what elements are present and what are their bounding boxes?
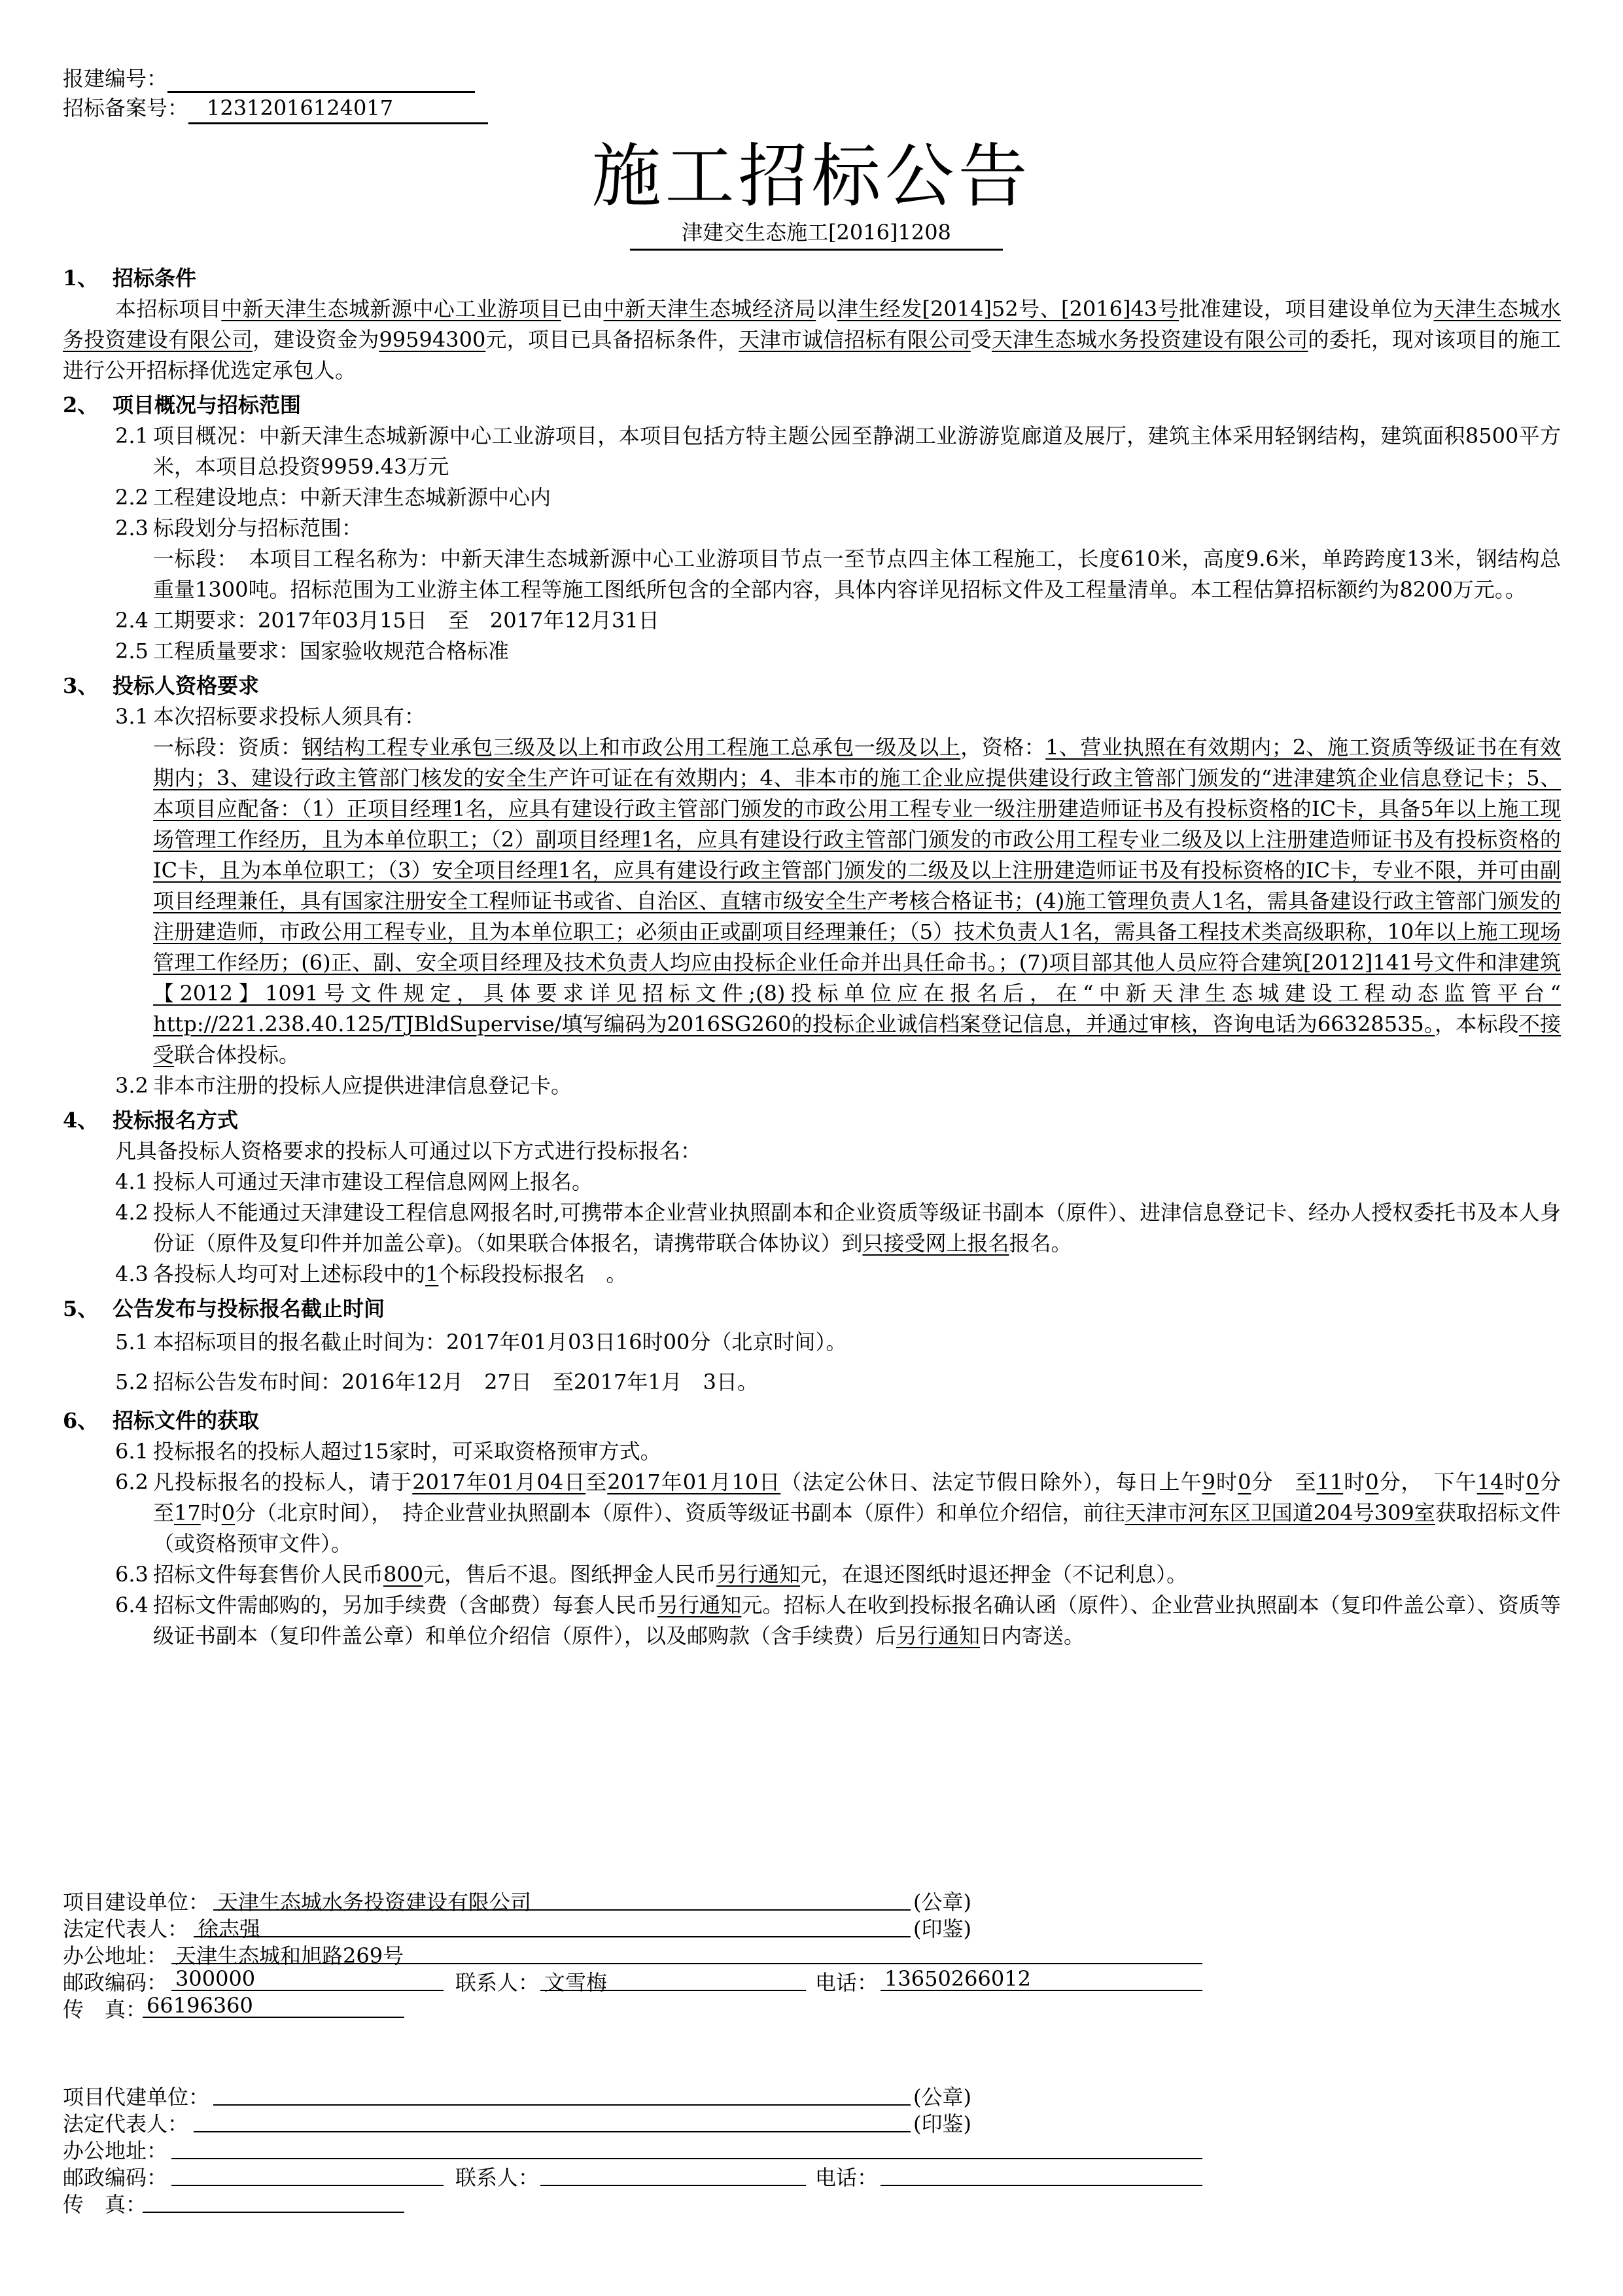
text: ，资格：: [960, 735, 1046, 760]
owner-rep-row: [63, 1913, 1201, 1939]
agent-address-value: [171, 2134, 1202, 2159]
item-number: 4.1: [115, 1169, 148, 1194]
item-number: 3.1: [115, 704, 148, 729]
item-6-2: [115, 1467, 1582, 1559]
minute: 0: [221, 1500, 236, 1525]
lot-description: 一标段： 本项目工程名称为：中新天津生态城新源中心工业游项目节点一至节点四主体工程施工，长度610米，高度9.6米，单跨跨度13米，钢结构总重量1300吨。招标范围为工业游主体工程等施工图纸所包含的全部内容，具体内容详见招标文件及工程量清单。本工程估算招标额约为8200万元。。: [153, 546, 1561, 602]
item-text: 工程质量要求：国家验收规范合格标准: [153, 639, 510, 663]
tender-record-row: [63, 94, 488, 124]
item-text: [153, 701, 1561, 1070]
owner-zip-value: 300000: [171, 1966, 444, 1991]
text: 的委托，现对该项目的施工进行公开招标择优选定承包人。: [63, 327, 1561, 383]
report-no-label: 报建编号：: [63, 66, 168, 91]
label: 联系人：: [455, 2165, 540, 2190]
item-5-1: [115, 1327, 1561, 1358]
text: 本次招标要求投标人须具有：: [153, 704, 426, 729]
tender-agent: 天津市诚信招标有限公司: [739, 327, 971, 352]
label: 法定代表人：: [63, 2111, 189, 2136]
item-number: 2.1: [115, 423, 148, 448]
hour: 14: [1476, 1470, 1504, 1494]
joint-bid-status: 不接受: [153, 1012, 1561, 1067]
owner-contact-block: [63, 1886, 1201, 2020]
label: 联系人：: [455, 1970, 540, 1995]
text: 一标段：资质：: [153, 735, 302, 760]
item-text: 项目概况：中新天津生态城新源中心工业游项目，本项目包括方特主题公园至静湖工业游游览廊道及展厅，建筑主体采用轻钢结构，建筑面积8500平方米，本项目总投资9959.43万元: [153, 423, 1561, 479]
text: 分， 下午: [1378, 1470, 1477, 1494]
text: 元，在退还图纸时退还押金（不记利息）。: [800, 1562, 1188, 1587]
approval-doc: 津生经发[2014]52号、[2016]43号: [837, 296, 1179, 321]
hour: 17: [174, 1500, 201, 1525]
section-title: 投标人资格要求: [113, 673, 260, 698]
text: 时: [200, 1500, 222, 1525]
text: 至: [585, 1470, 608, 1494]
agent-tel-value: [881, 2161, 1202, 2186]
qualification: 钢结构工程专业承包三级及以上和市政公用工程施工总承包一级及以上: [302, 735, 961, 760]
label: 项目代建单位：: [63, 2085, 210, 2110]
item-number: 6.4: [115, 1593, 148, 1617]
label: 传 真：: [63, 2192, 147, 2217]
item-text: 非本市注册的投标人应提供进津信息登记卡。: [153, 1073, 572, 1098]
section-number: 1、: [63, 266, 99, 291]
minute: 0: [1526, 1470, 1539, 1494]
item-4-3: [115, 1259, 1561, 1290]
item-number: 2.5: [115, 639, 148, 663]
hour: 11: [1316, 1470, 1344, 1494]
text: 招标文件每套售价人民币: [153, 1562, 384, 1587]
text: 受: [970, 327, 992, 352]
text: 招标文件需邮购的，另加手续费（含邮费）每套人民币: [153, 1593, 657, 1617]
text: 元，售后不退。图纸押金人民币: [423, 1562, 717, 1587]
label: 办公地址：: [63, 1943, 168, 1968]
eligibility-requirements: 1、营业执照在有效期内；2、施工资质等级证书在有效期内；3、建设行政主管部门核发的安全生产许可证在有效期内；4、非本市的施工企业应提供建设行政主管部门颁发的“进津建筑企业信息登记卡；5、本项目应配备：（1）正项目经理1名，应具有建设行政主管部门颁发的市政公用工程专业一级注册建造师证书及有投标资格的IC卡，具备5年以上施工现场管理工作经历，且为本单位职工；（2）副项目经理1名，应具有建设行政主管部门颁发的市政公用工程专业二级及以上注册建造师证书及有投标资格的IC卡，且为本单位职工；（3）安全项目经理1名，应具有建设行政主管部门颁发的二级及以上注册建造师证书及有投标资格的IC卡，专业不限，并可由副项目经理兼任，具有国家注册安全工程师证书或省、自治区、直辖市级安全生产考核合格证书；(4)施工管理负责人1名，需具备建设行政主管部门颁发的注册建造师，市政公用工程专业，且为本单位职工；必须由正或副项目经理兼任；（5）技术负责人1名，需具备工程技术类高级职称，10年以上施工现场管理工作经历；(6)正、副、安全项目经理及技术负责人均应由投标企业任命并出具任命书。；(7)项目部其他人员应符合建筑[2012]141号文件和津建筑【2012】1091号文件规定，具体要求详见招标文件;(8)投标单位应在报名后，在“中新天津生态城建设工程动态监管平台“ http://221.238.40.125/TJBldSupervise/填写编码为2016SG260的投标企业诚信档案登记信息，并通过审核，咨询电话为66328535。: [153, 735, 1561, 1036]
owner-zip-row: [63, 1966, 1201, 1993]
label: 邮政编码：: [63, 1970, 168, 1995]
item-6-4: [115, 1590, 1561, 1651]
item-text: 招标公告发布时间：2016年12月 27日 至2017年1月 3日。: [153, 1369, 759, 1394]
label: 电话：: [815, 1970, 879, 1995]
lot-count: 1: [425, 1262, 439, 1286]
text: 联合体投标。: [174, 1042, 300, 1067]
mail-fee: 另行通知: [657, 1593, 742, 1617]
item-3-1: [115, 701, 1561, 1070]
seal-label: (公章): [913, 2085, 971, 2110]
text: 报名。: [1009, 1231, 1072, 1256]
report-no-row: [63, 64, 475, 93]
seal-label: (公章): [913, 1890, 971, 1915]
text: 时: [1343, 1470, 1366, 1494]
section-number: 4、: [63, 1108, 99, 1133]
section-5-heading: [63, 1294, 1561, 1324]
text: 元。招标人在收到投标报名确认函（原件）、企业营业执照副本（复印件盖公章）、资质等级证书副本（复印件盖公章）和单位介绍信（原件），以及邮购款（含手续费）后: [153, 1593, 1561, 1648]
item-number: 2.3: [115, 516, 148, 540]
minute: 0: [1238, 1470, 1251, 1494]
text: （法定公休日、法定节假日除外），每日上午: [780, 1470, 1202, 1494]
text: 时: [1503, 1470, 1526, 1494]
text: ，本标段: [1435, 1012, 1519, 1036]
owner-address-value: 天津生态城和旭路269号: [171, 1939, 1202, 1964]
owner-contact-value: 文雪梅: [540, 1966, 806, 1991]
stamp-label: (印鉴): [913, 1916, 971, 1941]
item-2-5: [115, 636, 1561, 667]
owner-tel-value: 13650266012: [881, 1966, 1202, 1991]
text: 标段划分与招标范围：: [153, 516, 363, 540]
owner-unit-value: 天津生态城水务投资建设有限公司: [213, 1886, 911, 1911]
section-3-heading: [63, 671, 1561, 701]
item-number: 6.1: [115, 1439, 148, 1464]
text: 本招标项目: [115, 296, 222, 321]
label: 邮政编码：: [63, 2165, 168, 2190]
tender-conditions-paragraph: [63, 294, 1561, 386]
section-number: 3、: [63, 673, 99, 698]
item-number: 5.2: [115, 1369, 148, 1394]
item-number: 2.2: [115, 485, 148, 510]
hour: 9: [1202, 1470, 1216, 1494]
section-title: 投标报名方式: [113, 1108, 239, 1133]
agent-contact-value: [540, 2161, 806, 2186]
text: 已由: [561, 296, 604, 321]
section-title: 项目概况与招标范围: [113, 393, 302, 417]
item-2-3: [115, 513, 1561, 605]
text: 投标人不能通过天津建设工程信息网报名时,可携带本企业营业执照副本和企业资质等级证书副本（原件）、进津信息登记卡、经办人授权委托书及本人身份证（原件及复印件并加盖公章)。（如果联合体报名，请携带联合体协议）到: [153, 1200, 1561, 1256]
item-text: 投标人可通过天津市建设工程信息网网上报名。: [153, 1169, 593, 1194]
item-text: [153, 1197, 1561, 1259]
item-number: 6.2: [115, 1470, 148, 1494]
text: 获取招标文件（或资格预审文件）。: [153, 1500, 1561, 1556]
agent-zip-value: [171, 2161, 444, 2186]
item-number: 4.2: [115, 1200, 148, 1225]
agent-address-row: [63, 2134, 1201, 2161]
item-4-1: [115, 1167, 1561, 1197]
agent-rep-row: [63, 2108, 1201, 2134]
owner-fax-value: 66196360: [143, 1993, 404, 2018]
delivery-days: 另行通知: [896, 1623, 981, 1648]
item-text: [153, 513, 1561, 605]
item-number: 4.3: [115, 1262, 148, 1286]
fund-amount: 99594300: [379, 327, 486, 352]
section-title: 招标条件: [113, 266, 197, 291]
text: 个标段投标报名 。: [438, 1262, 627, 1286]
text: 以: [816, 296, 837, 321]
minute: 0: [1365, 1470, 1379, 1494]
item-text: [153, 1467, 1582, 1559]
pickup-address: 天津市河东区卫国道204号309室: [1125, 1500, 1435, 1525]
owner-fax-row: [63, 1993, 1201, 2020]
registration-place: 只接受网上报名: [862, 1231, 1009, 1256]
item-text: 投标报名的投标人超过15家时，可采取资格预审方式。: [153, 1439, 661, 1464]
text: 分 至: [153, 1470, 1582, 1525]
page-title: 施工招标公告: [591, 136, 1032, 217]
agent-zip-row: [63, 2161, 1201, 2188]
item-text: 工期要求：2017年03月15日 至 2017年12月31日: [153, 608, 659, 633]
stamp-label: (印鉴): [913, 2111, 971, 2136]
item-text: 本招标项目的报名截止时间为：2017年01月03日16时00分（北京时间）。: [153, 1330, 847, 1354]
item-text: [153, 1590, 1561, 1651]
approver: 中新天津生态城经济局: [603, 296, 816, 321]
agent-fax-row: [63, 2188, 1201, 2215]
drawing-deposit: 另行通知: [716, 1562, 801, 1587]
item-6-1: [115, 1436, 1561, 1467]
section-number: 6、: [63, 1408, 99, 1433]
text: 分（北京时间）， 持企业营业执照副本（原件）、资质等级证书副本（原件）和单位介绍信，前往: [235, 1500, 1125, 1525]
agent-unit-value: [213, 2081, 911, 2106]
section-number: 5、: [63, 1296, 99, 1321]
item-6-3: [115, 1559, 1561, 1590]
section-6-heading: [63, 1405, 1561, 1436]
item-4-2: [115, 1197, 1561, 1259]
section-2-heading: [63, 390, 1561, 421]
end-date: 2017年01月10日: [607, 1470, 781, 1494]
text: 批准建设，项目建设单位为: [1179, 296, 1434, 321]
text: 分 至: [1251, 1470, 1317, 1494]
label: 电话：: [815, 2165, 879, 2190]
text: 各投标人均可对上述标段中的: [153, 1262, 426, 1286]
label: 办公地址：: [63, 2138, 168, 2163]
item-number: 6.3: [115, 1562, 148, 1587]
section-4-heading: [63, 1105, 1561, 1136]
label: 法定代表人：: [63, 1916, 189, 1941]
label: 传 真：: [63, 1997, 147, 2022]
item-number: 3.2: [115, 1073, 148, 1098]
item-text: 工程建设地点：中新天津生态城新源中心内: [153, 485, 551, 510]
registration-intro: 凡具备投标人资格要求的投标人可通过以下方式进行投标报名：: [115, 1139, 702, 1163]
report-no-blank: [167, 69, 475, 93]
text: 凡投标报名的投标人，请于: [153, 1470, 413, 1494]
item-text: [153, 1259, 1561, 1290]
owner-address-row: [63, 1939, 1201, 1966]
document-number: 津建交生态施工[2016]1208: [630, 216, 1003, 251]
text: 时: [1215, 1470, 1238, 1494]
tender-record-label: 招标备案号：: [63, 96, 189, 120]
item-text: [153, 1559, 1561, 1590]
owner-unit-row: [63, 1886, 1201, 1913]
item-3-2: [115, 1070, 1561, 1101]
client-unit: 天津生态城水务投资建设有限公司: [992, 327, 1308, 352]
section-title: 公告发布与投标报名截止时间: [113, 1296, 385, 1321]
text: 日内寄送。: [980, 1623, 1085, 1648]
section-1-heading: [63, 263, 1561, 294]
notice-body: [63, 259, 1582, 1651]
item-5-2: [115, 1367, 1561, 1398]
owner-unit: 天津生态城水务投资建设有限公司: [63, 296, 1561, 352]
item-number: 5.1: [115, 1330, 148, 1354]
owner-rep-value: 徐志强: [194, 1913, 911, 1937]
item-2-1: [115, 421, 1561, 482]
label: 项目建设单位：: [63, 1890, 210, 1915]
agent-fax-value: [143, 2188, 404, 2213]
agent-contact-block: [63, 2081, 1201, 2215]
section-number: 2、: [63, 393, 99, 417]
section-title: 招标文件的获取: [113, 1408, 260, 1433]
document-price: 800: [383, 1562, 424, 1587]
agent-unit-row: [63, 2081, 1201, 2108]
agent-rep-value: [194, 2108, 911, 2132]
item-number: 2.4: [115, 608, 148, 633]
start-date: 2017年01月04日: [412, 1470, 586, 1494]
item-2-4: [115, 605, 1561, 636]
text: ，建设资金为: [253, 327, 379, 352]
tender-record-value: 12312016124017: [188, 94, 488, 124]
item-2-2: [115, 482, 1561, 513]
project-name: 中新天津生态城新源中心工业游项目: [221, 296, 561, 321]
text: 元，项目已具备招标条件，: [485, 327, 739, 352]
